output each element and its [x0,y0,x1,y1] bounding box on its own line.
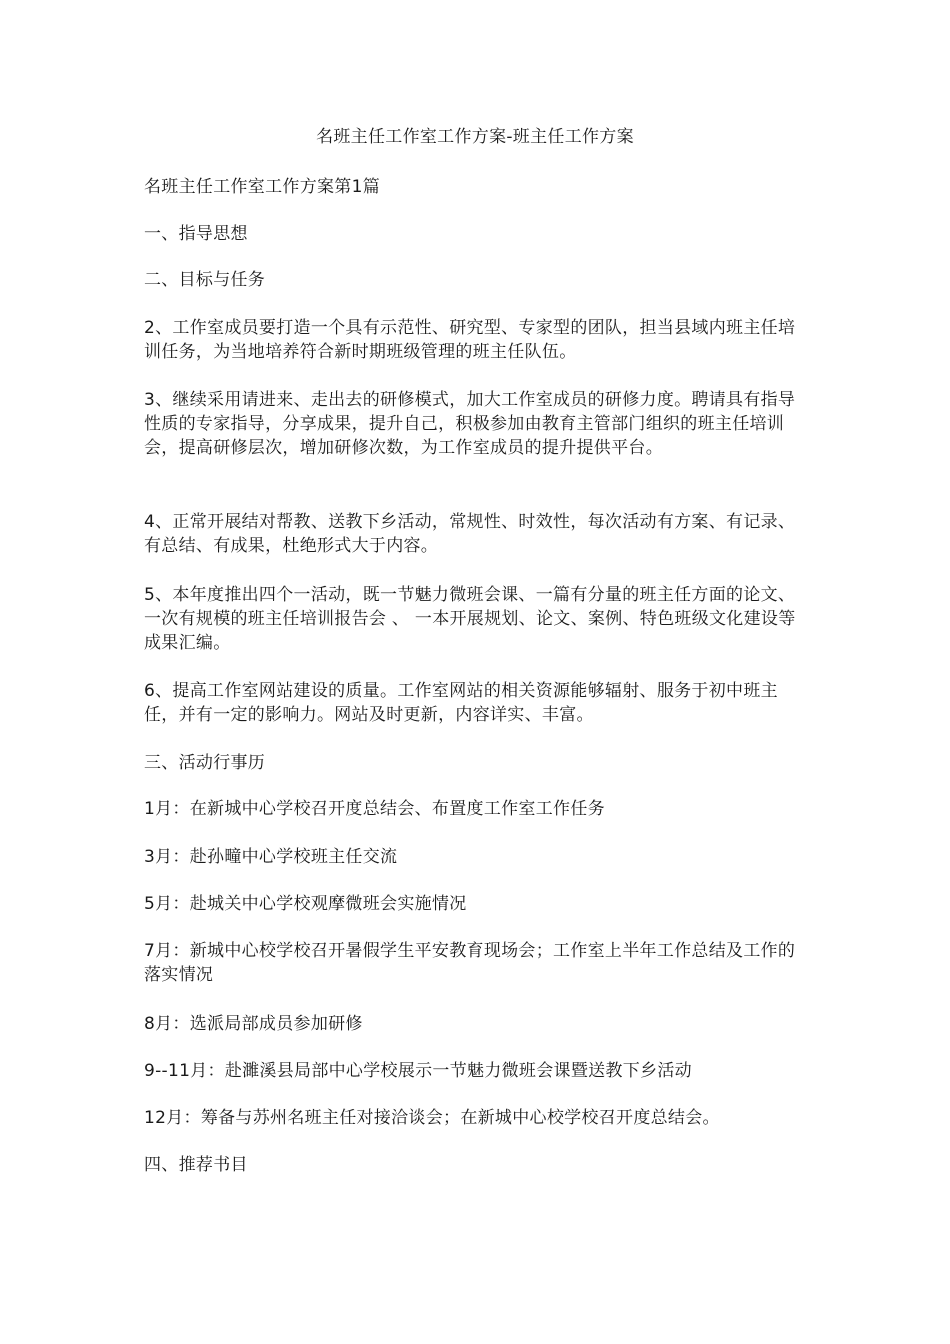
section-heading-books: 四、推荐书目 [144,1155,248,1175]
paragraph-goal-5: 5、本年度推出四个一活动，既一节魅力微班会课、一篇有分量的班主任方面的论文、一次有规模的班主任培训报告会 、 一本开展规划、论文、案例、特色班级文化建设等成果汇编。 [144,585,796,653]
calendar-item-jul: 7月：新城中心校学校召开暑假学生平安教育现场会；工作室上半年工作总结及工作的落实情况 [144,941,796,985]
section-heading-chapter: 名班主任工作室工作方案第1篇 [144,177,381,197]
calendar-item-sep-nov: 9--11月：赴濉溪县局部中心学校展示一节魅力微班会课暨送教下乡活动 [144,1061,692,1081]
calendar-item-aug: 8月：选派局部成员参加研修 [144,1014,363,1034]
paragraph-goal-2: 2、工作室成员要打造一个具有示范性、研究型、专家型的团队，担当县域内班主任培训任务，为当地培养符合新时期班级管理的班主任队伍。 [144,318,796,362]
section-heading-goals: 二、目标与任务 [144,270,266,290]
document-title: 名班主任工作室工作方案-班主任工作方案 [316,127,634,147]
section-heading-guiding-idea: 一、指导思想 [144,224,248,244]
calendar-item-may: 5月：赴城关中心学校观摩微班会实施情况 [144,894,467,914]
calendar-item-dec: 12月：筹备与苏州名班主任对接洽谈会；在新城中心校学校召开度总结会。 [144,1108,720,1128]
calendar-item-jan: 1月：在新城中心学校召开度总结会、布置度工作室工作任务 [144,799,605,819]
paragraph-goal-4: 4、正常开展结对帮教、送教下乡活动，常规性、时效性，每次活动有方案、有记录、有总结、有成果，杜绝形式大于内容。 [144,512,796,556]
paragraph-goal-3: 3、继续采用请进来、走出去的研修模式，加大工作室成员的研修力度。聘请具有指导性质的专家指导，分享成果，提升自己，积极参加由教育主管部门组织的班主任培训会，提高研修层次，增加研修次数，为工作室成员的提升提供平台。 [144,390,796,458]
section-heading-calendar: 三、活动行事历 [144,753,266,773]
paragraph-goal-6: 6、提高工作室网站建设的质量。工作室网站的相关资源能够辐射、服务于初中班主任，并有一定的影响力。网站及时更新，内容详实、丰富。 [144,681,778,725]
calendar-item-mar: 3月：赴孙疃中心学校班主任交流 [144,847,398,867]
